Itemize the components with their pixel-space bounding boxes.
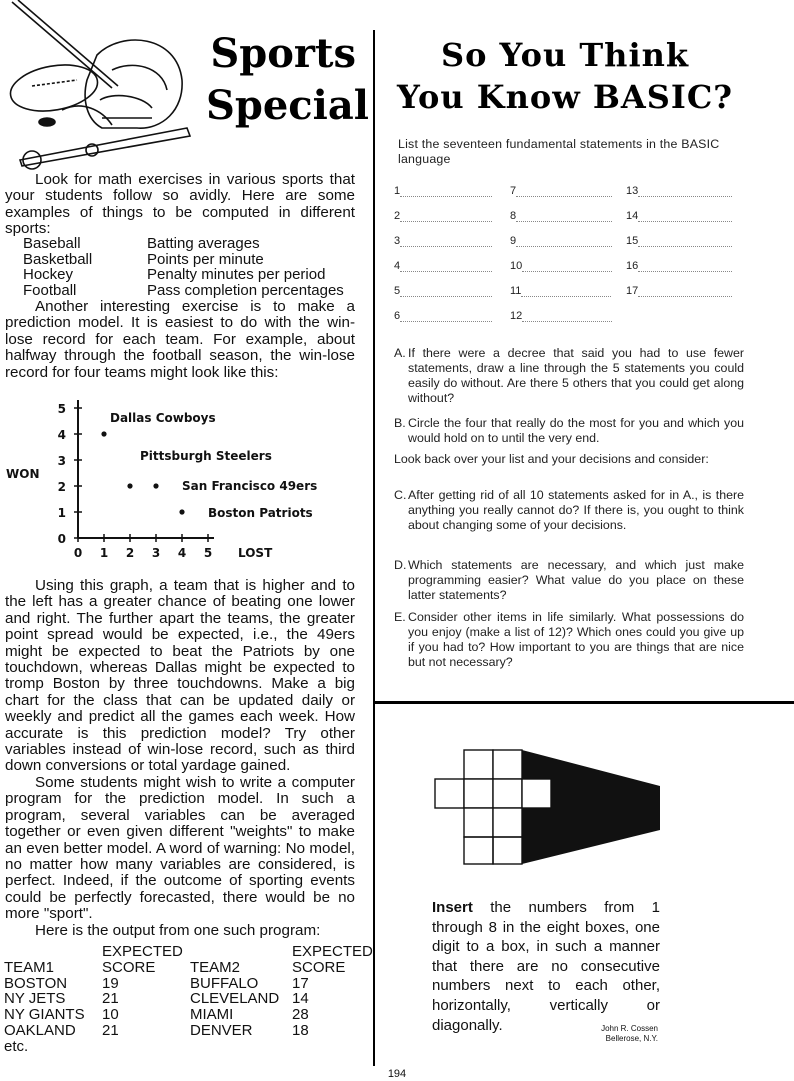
y-tick-label: 1 bbox=[57, 506, 66, 520]
data-point bbox=[101, 431, 106, 436]
sports-list-item bbox=[3, 283, 363, 299]
x-tick-label: 2 bbox=[125, 546, 135, 560]
blank-item bbox=[626, 260, 732, 272]
blank-number: 1 bbox=[394, 185, 401, 197]
x-tick-label: 0 bbox=[73, 546, 83, 560]
table-cell: NY JETS bbox=[4, 990, 66, 1007]
question-label: A. bbox=[394, 346, 406, 360]
question-text: Which statements are necessary, and which just make programming easier? What value do you place on these latter statements? bbox=[408, 558, 744, 602]
question-label: E. bbox=[394, 610, 406, 624]
sport-computation: Penalty minutes per period bbox=[147, 266, 326, 283]
table-header-team1: TEAM1 bbox=[4, 959, 55, 976]
sports-list-item bbox=[3, 252, 363, 268]
blank-number: 17 bbox=[626, 285, 639, 297]
blank-number: 13 bbox=[626, 185, 639, 197]
basic-title bbox=[395, 34, 735, 118]
table-cell: CLEVELAND bbox=[190, 990, 280, 1007]
puzzle-box bbox=[464, 779, 493, 808]
blank-number: 16 bbox=[626, 260, 639, 272]
blank-number: 3 bbox=[394, 235, 401, 247]
y-tick-label: 5 bbox=[57, 402, 66, 416]
column-divider bbox=[373, 30, 375, 1066]
blank-number: 8 bbox=[510, 210, 517, 222]
table-cell: 17 bbox=[292, 975, 309, 992]
blank-number: 15 bbox=[626, 235, 639, 247]
blank-item bbox=[510, 310, 612, 322]
puzzle-credit bbox=[560, 1024, 658, 1044]
blank-item bbox=[394, 185, 492, 197]
blank-item bbox=[510, 185, 612, 197]
y-axis-label: WON bbox=[6, 467, 40, 481]
data-point bbox=[179, 509, 184, 514]
blank-number: 4 bbox=[394, 260, 401, 272]
look-back-text: Look back over your list and your decisions and consider: bbox=[394, 452, 709, 466]
puzzle-box bbox=[464, 750, 493, 779]
x-tick-label: 3 bbox=[151, 546, 161, 560]
sports-para5: Here is the output from one such program: bbox=[35, 921, 321, 939]
author-location: Bellerose, N.Y. bbox=[605, 1034, 658, 1043]
table-cell: 21 bbox=[102, 1022, 119, 1039]
sport-name: Hockey bbox=[23, 266, 74, 283]
blank-item bbox=[394, 260, 492, 272]
question-text: After getting rid of all 10 statements asked for in A., is there anything you really cannot do? If there is, you ought to think about changing some of your decisions. bbox=[408, 488, 744, 532]
blank-item bbox=[394, 285, 492, 297]
puzzle-box bbox=[435, 779, 464, 808]
sports-para3: Using this graph, a team that is higher and to the left has a greater chance of beating one lower and right. The further apart the teams, the greater point spread would be expected, i.e., the 49ers might be expected to beat the Patriots by one touchdown, whereas Dallas might be expected to tromp Boston by three touchdowns. Make a big chart for the class that can be updated daily or weekly and predict all the games each week. How accurate is this prediction model? Try other variables instead of win-lose record, such as third down conversions or total yardage gained. bbox=[5, 577, 355, 775]
blank-item bbox=[394, 310, 492, 322]
sports-para3-block bbox=[5, 578, 355, 939]
data-point-label: Dallas Cowboys bbox=[110, 411, 216, 425]
x-axis-label: LOST bbox=[238, 546, 273, 560]
question-label: B. bbox=[394, 416, 406, 430]
blank-item bbox=[510, 235, 612, 247]
sports-para2-block bbox=[5, 299, 355, 381]
sports-equipment-illustration bbox=[2, 0, 202, 170]
question-label: D. bbox=[394, 558, 407, 572]
table-cell: NY GIANTS bbox=[4, 1006, 85, 1023]
blank-item bbox=[626, 210, 732, 222]
sport-name: Football bbox=[23, 281, 77, 299]
sports-list bbox=[3, 236, 363, 298]
question-e bbox=[394, 610, 744, 670]
table-etc: etc. bbox=[4, 1038, 29, 1055]
basic-title-line1: So You Think bbox=[440, 36, 690, 74]
blank-number: 14 bbox=[626, 210, 639, 222]
blank-item bbox=[510, 260, 612, 272]
puzzle-box bbox=[522, 779, 551, 808]
question-label: C. bbox=[394, 488, 407, 502]
sport-name: Baseball bbox=[23, 235, 81, 252]
y-tick-label: 0 bbox=[57, 532, 66, 546]
puzzle-bold-word: Insert bbox=[432, 899, 473, 916]
basic-intro: List the seventeen fundamental statements in the BASIC language bbox=[398, 137, 720, 166]
puzzle-box bbox=[493, 750, 522, 779]
sport-computation: Pass completion percentages bbox=[147, 281, 344, 299]
sports-intro-block bbox=[5, 172, 355, 238]
blank-item bbox=[626, 285, 732, 297]
data-point bbox=[153, 483, 158, 488]
question-d bbox=[394, 558, 744, 603]
statement-blanks bbox=[394, 185, 754, 325]
sports-title-line1: Sports bbox=[210, 30, 356, 77]
sports-list-item bbox=[3, 267, 363, 283]
question-a bbox=[394, 346, 744, 406]
question-text: If there were a decree that said you had to use fewer statements, draw a line through the 5 statements you could easily do without. Are there 5 others that you could get along without? bbox=[408, 346, 744, 405]
table-header-team2: TEAM2 bbox=[190, 959, 241, 976]
blank-number: 7 bbox=[510, 185, 517, 197]
question-b bbox=[394, 416, 744, 446]
table-header-score1: SCORE bbox=[102, 959, 156, 976]
page-number: 194 bbox=[387, 1068, 407, 1080]
table-cell: 21 bbox=[102, 990, 119, 1007]
sport-computation: Batting averages bbox=[147, 235, 260, 252]
blank-number: 9 bbox=[510, 235, 517, 247]
table-header-expected-2: EXPECTED bbox=[292, 943, 373, 960]
data-point-label: San Francisco 49ers bbox=[182, 479, 318, 493]
data-point-label: Boston Patriots bbox=[208, 506, 313, 520]
table-cell: 14 bbox=[292, 990, 309, 1007]
sports-para4: Some students might wish to write a computer program for the prediction model. In such a program, several variables can be averaged together or even given different "weights" to make an even better model. A word of warning: No model, no matter how many variables are considered, is perfect. Indeed, if the outcome of sporting events could be perfectly forecasted, there would be no more "sport". bbox=[5, 773, 355, 923]
puzzle-instructions bbox=[432, 898, 660, 1035]
data-point bbox=[127, 483, 132, 488]
sports-list-item bbox=[3, 236, 363, 252]
question-c bbox=[394, 488, 744, 533]
y-tick-label: 2 bbox=[57, 480, 66, 494]
basic-title-line2: You Know BASIC? bbox=[396, 78, 734, 116]
prediction-output-table bbox=[4, 944, 376, 1056]
table-cell: MIAMI bbox=[190, 1006, 234, 1023]
x-tick-label: 4 bbox=[177, 546, 187, 560]
puzzle-box bbox=[464, 808, 493, 837]
data-point-label: Pittsburgh Steelers bbox=[140, 449, 272, 463]
win-lose-chart bbox=[0, 393, 365, 565]
table-cell: OAKLAND bbox=[4, 1022, 76, 1039]
sport-computation: Points per minute bbox=[147, 250, 264, 268]
y-tick-label: 4 bbox=[57, 428, 66, 442]
puzzle-box bbox=[493, 779, 522, 808]
puzzle-text: the numbers from 1 through 8 in the eight boxes, one digit to a box, in such a manner that there are no consecutive numbers next to each other, horizontally, vertically or diagonally. bbox=[432, 899, 661, 1034]
blank-item bbox=[626, 235, 732, 247]
blank-item bbox=[626, 185, 732, 197]
blank-item bbox=[394, 210, 492, 222]
table-header-score2: SCORE bbox=[292, 959, 346, 976]
puzzle-box bbox=[464, 837, 493, 864]
sports-title bbox=[206, 28, 369, 132]
table-cell: BUFFALO bbox=[190, 975, 259, 992]
table-cell: BOSTON bbox=[4, 975, 68, 992]
table-cell: 10 bbox=[102, 1006, 119, 1023]
blank-item bbox=[510, 285, 611, 297]
table-cell: 19 bbox=[102, 975, 119, 992]
blank-number: 5 bbox=[394, 285, 401, 297]
sports-intro: Look for math exercises in various sports that your students follow so avidly. Here are some examples of things to be computed in different sports: bbox=[5, 171, 355, 238]
blank-number: 11 bbox=[510, 285, 522, 297]
x-tick-label: 5 bbox=[203, 546, 213, 560]
table-cell: 28 bbox=[292, 1006, 309, 1023]
blank-number: 2 bbox=[394, 210, 401, 222]
table-cell: DENVER bbox=[190, 1022, 253, 1039]
blank-item bbox=[510, 210, 612, 222]
blank-number: 12 bbox=[510, 310, 523, 322]
table-header-expected-1: EXPECTED bbox=[102, 943, 183, 960]
section-divider bbox=[375, 701, 794, 704]
x-tick-label: 1 bbox=[99, 546, 109, 560]
y-tick-label: 3 bbox=[57, 454, 66, 468]
question-text: Circle the four that really do the most for you and which you would hold on to until the very end. bbox=[408, 416, 744, 445]
sport-name: Basketball bbox=[23, 250, 93, 268]
sports-para2: Another interesting exercise is to make a prediction model. It is easiest to do with the win-lose record for each team. For example, about halfway through the football season, the win-lose record for four teams might look like this: bbox=[5, 298, 355, 381]
sports-title-line2: Special bbox=[206, 82, 369, 129]
puzzle-boxes-figure bbox=[432, 748, 662, 868]
blank-item bbox=[394, 235, 492, 247]
question-text: Consider other items in life similarly. What possessions do you enjoy (make a list of 12)? Which ones could you give up if you had to? How important to you are things that are nice but not necessary? bbox=[408, 610, 744, 669]
blank-number: 6 bbox=[394, 310, 401, 322]
blank-number: 10 bbox=[510, 260, 523, 272]
table-cell: 18 bbox=[292, 1022, 309, 1039]
author-name: John R. Cossen bbox=[601, 1024, 658, 1033]
puzzle-box bbox=[493, 808, 522, 837]
